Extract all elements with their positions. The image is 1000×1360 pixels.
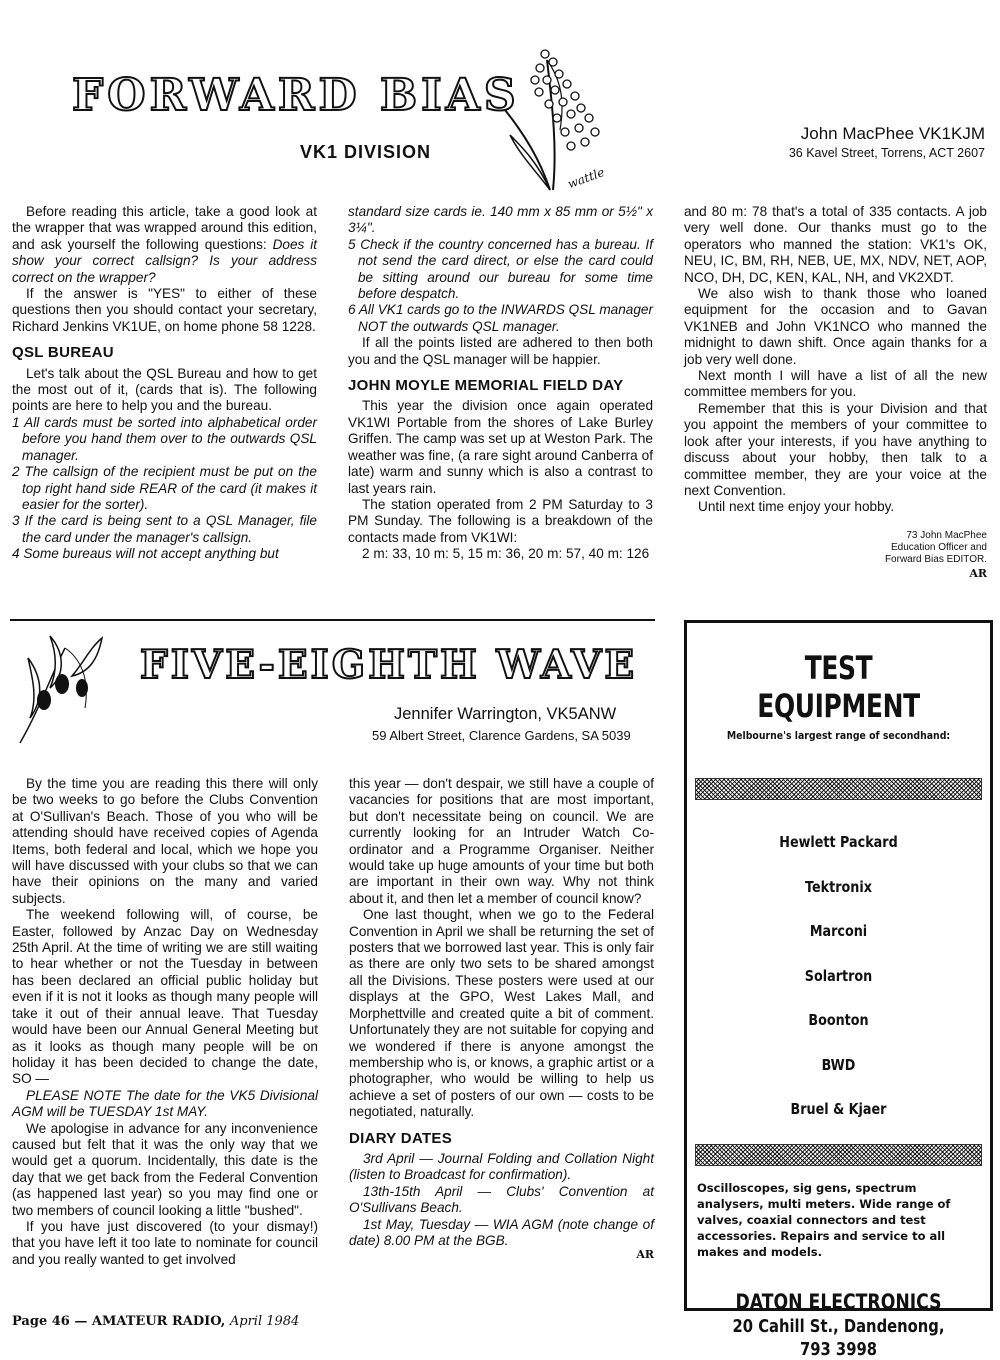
section-heading-field-day: JOHN MOYLE MEMORIAL FIELD DAY — [348, 377, 624, 395]
list-item-continued: standard size cards ie. 140 mm x 85 mm or 5½" x 3¼". — [348, 204, 653, 236]
ad-headline: TEST EQUIPMENT — [757, 649, 920, 725]
five-eighth-wave-title: FIVE-EIGHTH WAVE — [140, 642, 638, 688]
list-item: 1 All cards must be sorted into alphabetical order before you hand them over to the outwards QSL manager. — [12, 414, 317, 463]
list-item: 4 Some bureaus will not accept anything but — [12, 546, 279, 562]
orchid-illustration — [10, 628, 120, 748]
author-address: 36 Kavel Street, Torrens, ACT 2607 — [788, 146, 985, 160]
paragraph: Remember that this is your Division and that you appoint the members of your committee to look after your interests, if you have anything to discuss about your hobby, then talk to a committee member, they are your voice at the next Convention. — [684, 400, 987, 498]
paragraph: We also wish to thank those who loaned equipment for the occasion and to Gavan VK1NEB and John VK1NCO who manned the midnight to dawn shift. Once again thanks for a job very well done. — [684, 286, 987, 367]
five-eighth-column-2 — [349, 776, 654, 1264]
list-item: 5 Check if the country concerned has a bureau. If not send the card direct, or else the card could be sitting around our bureau for some time before despatch. — [348, 236, 653, 302]
author-name: John MacPhee VK1KJM — [800, 124, 985, 143]
ad-body: Oscilloscopes, sig gens, spectrum analysers, multi meters. Wide range of valves, coaxial connectors and test accessories. Repairs and service to all makes and models. — [697, 1180, 951, 1259]
section-divider — [10, 619, 655, 621]
list-item: 3 If the card is being sent to a QSL Manager, file the card under the manager's callsign. — [12, 513, 317, 545]
forward-bias-title: FORWARD BIAS — [72, 70, 520, 121]
ad-brand: Hewlett Packard — [779, 833, 898, 851]
signature-line: 73 John MacPhee — [906, 529, 987, 541]
signature-line: Forward Bias EDITOR. — [884, 553, 987, 565]
paragraph-questions: Does it show your correct callsign? Is your address correct on the wrapper? — [12, 236, 318, 285]
ad-brand: BWD — [821, 1055, 856, 1074]
paragraph: If the answer is "YES" to either of these questions then you should contact your secretary, Richard Jenkins VK1UE, on home phone 58 1228. — [12, 286, 317, 334]
division-label: VK1 DIVISION — [300, 142, 432, 162]
ad-street: 20 Cahill St., Dandenong, — [732, 1315, 945, 1337]
signature-line: Education Officer and — [891, 541, 987, 553]
page-footer — [12, 1314, 299, 1329]
test-equipment-advertisement — [684, 620, 993, 1360]
paragraph: The station operated from 2 PM Saturday to 3 PM Sunday. The following is a breakdown of the contacts made from VK1WI: — [348, 496, 653, 545]
paragraph: We apologise in advance for any inconvenience caused but felt that it was the only way that we would get a quorum. Incidentally, this date is the day that we get back from the Federal Convention (as happened last year) so you may find one or two members of council looking a little "bushed". — [12, 1120, 318, 1218]
ad-brand: Marconi — [809, 922, 868, 940]
diary-item: 3rd April — Journal Folding and Collation Night (listen to Broadcast for confirmation). — [349, 1150, 654, 1183]
ad-brand: Boonton — [808, 1011, 869, 1029]
list-item: 6 All VK1 cards go to the INWARDS QSL manager NOT the outwards QSL manager. — [348, 302, 653, 334]
ar-logo: AR — [969, 566, 987, 580]
diary-item: 13th-15th April — Clubs' Convention at O'Sullivans Beach. — [349, 1183, 654, 1216]
paragraph: This year the division once again operated VK1WI Portable from the shores of Lake Burley Griffen. The camp was set up at Weston Park. The weather was fine, (a rare sight around Canberra of late) warm and sunny which is also a contrast to last years rain. — [348, 398, 653, 496]
footer-page: Page 46 — AMATEUR RADIO, — [12, 1314, 226, 1329]
ad-company: DATON ELECTRONICS — [735, 1289, 942, 1314]
paragraph: 2 m: 33, 10 m: 5, 15 m: 36, 20 m: 57, 40 m: 126 — [362, 546, 650, 562]
section-heading-qsl-bureau: QSL BUREAU — [12, 344, 114, 362]
paragraph: and 80 m: 78 that's a total of 335 contacts. A job very well done. Our thanks must go to the operators who manned the station: VK1's OK, NEU, IC, BM, RH, NEB, UE, MX, NDV, NET, AOP, NCO, DH, DC, KEN, KAL, NH, and VK2XDT. — [684, 204, 987, 285]
ad-subhead: Melbourne's largest range of secondhand: — [726, 729, 951, 742]
ad-phone: 793 3998 — [799, 1338, 878, 1360]
paragraph: Next month I will have a list of all the new committee members for you. — [684, 368, 987, 400]
paragraph: By the time you are reading this there will only be two weeks to go before the Clubs Convention at O'Sullivan's Beach. Those of you who will be attending should have received copies of Agenda Items, both federal and local, which we hope you will have discussed with your clubs so that we can have their opinions on the many and varied subjects. — [12, 776, 318, 906]
footer-issue: April 1984 — [229, 1314, 300, 1329]
author-address: 59 Albert Street, Clarence Gardens, SA 5039 — [372, 728, 631, 743]
forward-bias-column-3 — [684, 204, 987, 582]
ad-brand: Tektronix — [805, 877, 872, 896]
paragraph — [12, 204, 317, 286]
paragraph: One last thought, when we go to the Federal Convention in April we shall be returning the set of posters that we borrowed last year. This is only fair as there are only two sets to be shared amongst all the Divisions. These posters were used at our displays at the GPO, West Lakes Mall, and Morphettville and created quite a bit of comment. Unfortunately they are not suitable for copying and we wondered if there is anyone amongst the membership who is, or knows, a graphic artist or a photographer, who would be willing to help us achieve a set of posters of our own — costs to be negotiated, naturally. — [349, 907, 654, 1120]
section-heading-diary-dates: DIARY DATES — [349, 1129, 453, 1147]
forward-bias-column-1 — [12, 204, 317, 563]
ad-brand: Bruel & Kjaer — [790, 1100, 887, 1118]
paragraph: If all the points listed are adhered to then both you and the QSL manager will be happier. — [348, 335, 653, 367]
author-name: Jennifer Warrington, VK5ANW — [394, 705, 617, 723]
forward-bias-column-2 — [348, 204, 653, 563]
paragraph: Until next time enjoy your hobby. — [698, 499, 895, 515]
paragraph: Let's talk about the QSL Bureau and how to get the most out of it, (cards that is). The following points are here to help you and the bureau. — [12, 365, 317, 414]
paragraph-lead: Before reading this article, take a good look at the wrapper that was wrapped around this edition, and ask yourself the following questions: — [12, 204, 317, 252]
paragraph: this year — don't despair, we still have a couple of vacancies for positions that are most important, but don't necessitate being on council. We are currently looking for an Intruder Watch Co-ordinator and a Programme Organiser. Neither would take up huge amounts of your time but both are important in their own way. Why not think about it, and then let a member of council know? — [349, 776, 654, 906]
ar-logo: AR — [636, 1248, 654, 1262]
ad-brand: Solartron — [804, 966, 873, 985]
ad-hatch-band — [695, 1144, 982, 1166]
notice-paragraph: PLEASE NOTE The date for the VK5 Divisional AGM will be TUESDAY 1st MAY. — [12, 1087, 318, 1120]
diary-item: 1st May, Tuesday — WIA AGM (note change of date) 8.00 PM at the BGB. — [349, 1216, 654, 1248]
ad-hatch-band — [695, 778, 982, 800]
wattle-caption: wattle — [565, 165, 607, 192]
paragraph: If you have just discovered (to your dismay!) that you have left it too late to nominate for council and you really wanted to get involved — [12, 1218, 318, 1267]
wattle-illustration — [495, 40, 625, 200]
paragraph: The weekend following will, of course, be Easter, followed by Anzac Day on Wednesday 25th April. At the time of writing we are still waiting to hear whether or not the Tuesday in between has been declared an official public holiday but even if it is not it looks as though many people will take it out of their annual leave. That Tuesday would have been our Annual General Meeting but as it looks as though many people will be on holiday it has been decided to change the date, SO — — [12, 907, 318, 1087]
list-item: 2 The callsign of the recipient must be put on the top right hand side REAR of the card (it makes it easier for the sorter). — [12, 464, 317, 512]
five-eighth-column-1 — [12, 776, 318, 1268]
